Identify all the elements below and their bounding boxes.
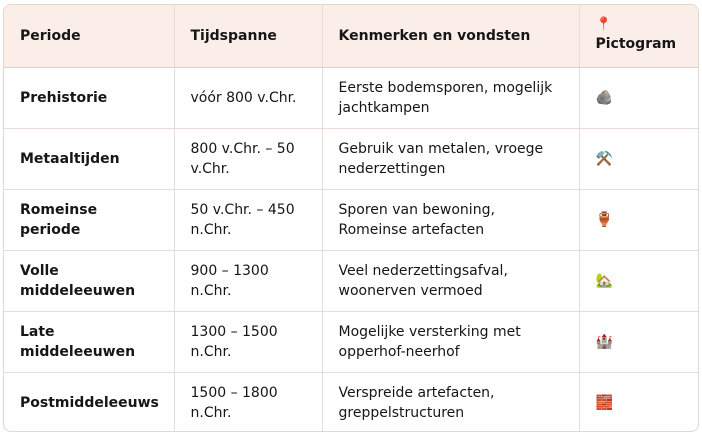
header-pictogram [579, 5, 699, 67]
timespan-cell: 1500 – 1800 n.Chr. [174, 372, 322, 432]
pictogram-cell [579, 311, 699, 372]
table-row [4, 372, 699, 432]
header-pictogram-label: Pictogram [595, 35, 677, 52]
period-cell: Romeinse periode [4, 189, 174, 250]
pictogram-cell [579, 250, 699, 311]
features-cell: Mogelijke versterking met opperhof-neerhof [322, 311, 579, 372]
brick-icon: 🧱 [595, 394, 613, 411]
table-row [4, 311, 699, 372]
table-row [4, 250, 699, 311]
period-cell: Metaaltijden [4, 128, 174, 189]
features-cell: Sporen van bewoning, Romeinse artefacten [322, 189, 579, 250]
period-cell: Prehistorie [4, 67, 174, 128]
timespan-cell: 50 v.Chr. – 450 n.Chr. [174, 189, 322, 250]
features-cell: Eerste bodemsporen, mogelijk jachtkampen [322, 67, 579, 128]
features-cell: Verspreide artefacten, greppelstructuren [322, 372, 579, 432]
table-row [4, 67, 699, 128]
pictogram-cell [579, 372, 699, 432]
header-row [4, 5, 699, 67]
table-body [4, 67, 699, 432]
pictogram-cell [579, 128, 699, 189]
period-cell: Volle middeleeuwen [4, 250, 174, 311]
pictogram-cell [579, 67, 699, 128]
rock-icon: 🪨 [595, 89, 613, 106]
table-header [4, 5, 699, 67]
features-cell: Veel nederzettingsafval, woonerven vermoed [322, 250, 579, 311]
amphora-icon: 🏺 [595, 211, 613, 228]
hammer-and-pick-icon: ⚒️ [595, 150, 613, 167]
pin-icon: 📍 [595, 16, 612, 32]
castle-icon: 🏰 [595, 333, 613, 350]
period-table [4, 5, 699, 432]
period-cell: Postmiddeleeuws [4, 372, 174, 432]
features-cell: Gebruik van metalen, vroege nederzettingen [322, 128, 579, 189]
timespan-cell: vóór 800 v.Chr. [174, 67, 322, 128]
header-features: Kenmerken en vondsten [322, 5, 579, 67]
header-period: Periode [4, 5, 174, 67]
house-with-garden-icon: 🏡 [595, 272, 613, 289]
timespan-cell: 900 – 1300 n.Chr. [174, 250, 322, 311]
pictogram-cell [579, 189, 699, 250]
table-row [4, 189, 699, 250]
timespan-cell: 800 v.Chr. – 50 v.Chr. [174, 128, 322, 189]
period-cell: Late middeleeuwen [4, 311, 174, 372]
period-table-container [3, 4, 699, 432]
header-timespan: Tijdspanne [174, 5, 322, 67]
timespan-cell: 1300 – 1500 n.Chr. [174, 311, 322, 372]
table-row [4, 128, 699, 189]
